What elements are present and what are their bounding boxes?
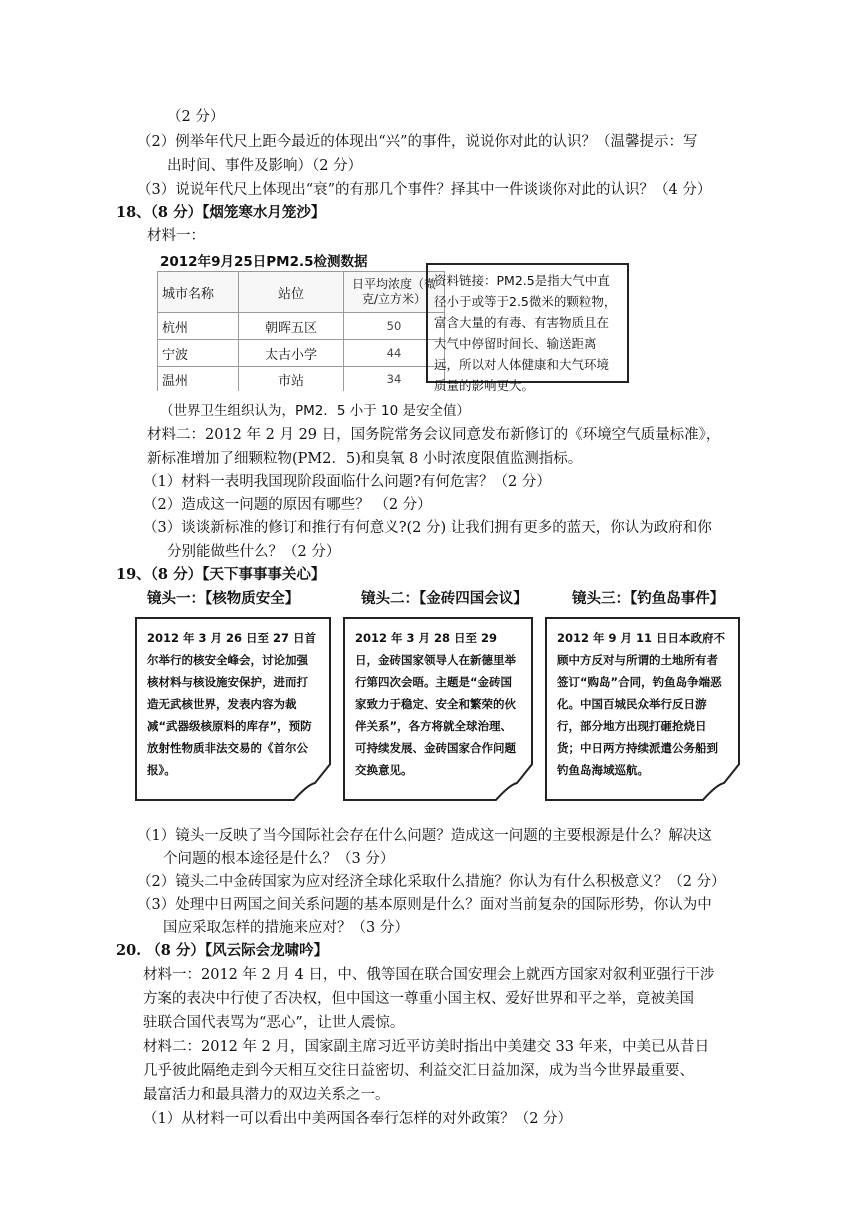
question-18-3-cont: 分别能做些什么？（2 分）	[167, 544, 341, 560]
question-17-2: （2）例举年代尺上距今最近的体现出“兴”的事件，说说你对此的认识？（温馨提示：写	[137, 134, 698, 150]
pm25-info-box: 资料链接：PM2.5是指大气中直径小于或等于2.5微米的颗粒物，富含大量的有毒、有害物质且在大气中停留时间长、输送距离远，所以对人体健康和大气环境质量的影响更大。	[426, 263, 629, 383]
note-box-diaoyu	[545, 617, 740, 801]
q20-material-2-line-1: 材料二：2012 年 2 月，国家副主席习近平访美时指出中美建交 33 年来，中美已从昔日	[143, 1039, 710, 1055]
question-19-3-cont: 国应采取怎样的措施来应对？（3 分）	[163, 920, 409, 936]
question-20-1: （1）从材料一可以看出中美两国各奉行怎样的对外政策？（2 分）	[143, 1111, 573, 1127]
q20-material-2-line-2: 几乎彼此隔绝走到今天相互交往日益密切、利益交汇日益加深，成为当今世界最重要、	[143, 1063, 694, 1079]
folded-corner-icon	[293, 763, 331, 801]
q20-material-2-line-3: 最富活力和最具潜力的双边关系之一。	[143, 1087, 390, 1103]
q20-material-1-line-3: 驻联合国代表骂为“恶心”，让世人震惊。	[143, 1015, 405, 1031]
question-18-1: （1）材料一表明我国现阶段面临什么问题?有何危害？（2 分）	[143, 474, 551, 490]
question-19-1-cont: 个问题的根本途径是什么？（3 分）	[163, 851, 395, 867]
pm-station: 市站	[239, 367, 344, 392]
table-row	[158, 340, 445, 367]
pm-value: 50	[344, 313, 445, 340]
material-2-line-2: 新标准增加了细颗粒物(PM2．5)和臭氧 8 小时浓度限值监测指标。	[147, 451, 583, 467]
question-18-3: （3）谈谈新标准的修订和推行有何意义?(2 分) 让我们拥有更多的蓝天，你认为政府和你	[143, 520, 712, 536]
shot-1-label: 镜头一：【核物质安全】	[147, 590, 300, 607]
question-19-2: （2）镜头二中金砖国家为应对经济全球化采取什么措施？你认为有什么积极意义？（2 分）	[137, 874, 726, 890]
material-2-line-1: 材料二：2012 年 2 月 29 日，国务院常务会议同意发布新修订的《环境空气质量标准》，	[147, 427, 721, 443]
table-row	[158, 367, 445, 392]
folded-corner-icon	[702, 763, 740, 801]
question-20-heading: 20. （8 分）【风云际会龙啸吟】	[116, 942, 329, 959]
question-18-2: （2）造成这一问题的原因有哪些？ （2 分）	[143, 497, 432, 513]
question-17-2-cont: 出时间、事件及影响）（2 分）	[167, 158, 363, 174]
who-note: （世界卫生组织认为，PM2．5 小于 10 是安全值）	[160, 403, 471, 419]
shot-3-label: 镜头三：【钓鱼岛事件】	[572, 590, 725, 607]
pm-table	[157, 271, 445, 391]
folded-corner-icon	[495, 763, 533, 801]
pm-station: 朝晖五区	[239, 313, 344, 340]
note-text: 2012 年 3 月 26 日至 27 日首尔举行的核安全峰会，讨论加强核材料与核设施安保护，进而打造无武核世界，发表内容为裁减“武器级核原料的库存”，预防放射性物质非法交易的《首尔公报》。	[147, 631, 317, 777]
q20-material-1-line-2: 方案的表决中行使了否决权，但中国这一尊重小国主权、爱好世界和平之举，竟被美国	[143, 991, 694, 1007]
pm-value: 34	[344, 367, 445, 392]
note-box-brics	[343, 617, 533, 801]
question-19-3: （3）处理中日两国之间关系问题的基本原则是什么？面对当前复杂的国际形势，你认为中	[137, 897, 712, 913]
shot-2-label: 镜头二：【金砖四国会议】	[361, 590, 528, 607]
pm-value: 44	[344, 340, 445, 367]
pm-city: 杭州	[158, 313, 239, 340]
note-text: 2012 年 3 月 28 日至 29 日，金砖国家领导人在新德里举行第四次会晤。主题是“金砖国家致力于稳定、安全和繁荣的伙伴关系”，各方将就全球治理、可持续发展、金砖国家合作问题交换意见。	[355, 631, 516, 777]
note-box-nuclear	[135, 617, 331, 801]
pm-table-header-city: 城市名称	[158, 272, 239, 313]
question-19-heading: 19、（8 分）【天下事事事关心】	[116, 566, 326, 583]
note-text: 2012 年 9 月 11 日日本政府不顾中方反对与所谓的土地所有者签订“购岛”合同，钓鱼岛争端恶化。中国百城民众举行反日游行，部分地方出现打砸抢烧日货；中日两方持续派遣公务船到钓鱼岛海域巡航。	[557, 631, 726, 777]
material-1-label: 材料一：	[147, 228, 205, 244]
pm-station: 太古小学	[239, 340, 344, 367]
pm-table-title: 2012年9月25日PM2.5检测数据	[160, 254, 368, 270]
q20-material-1-line-1: 材料一：2012 年 2 月 4 日，中、俄等国在联合国安理会上就西方国家对叙利亚强行干涉	[143, 967, 715, 983]
line-score-1: （2 分）	[167, 109, 225, 125]
pm-city: 温州	[158, 367, 239, 392]
pm-table-header-station: 站位	[239, 272, 344, 313]
pm-table-header-value: 日平均浓度（微克/立方米）	[344, 272, 445, 313]
question-17-3: （3）说说年代尺上体现出“衰”的有那几个事件？择其中一件谈谈你对此的认识？（4 分）	[137, 182, 712, 198]
question-18-heading: 18、（8 分）【烟笼寒水月笼沙】	[116, 204, 326, 221]
pm-city: 宁波	[158, 340, 239, 367]
question-19-1: （1）镜头一反映了当今国际社会存在什么问题？造成这一问题的主要根源是什么？解决这	[137, 828, 712, 844]
table-row	[158, 313, 445, 340]
